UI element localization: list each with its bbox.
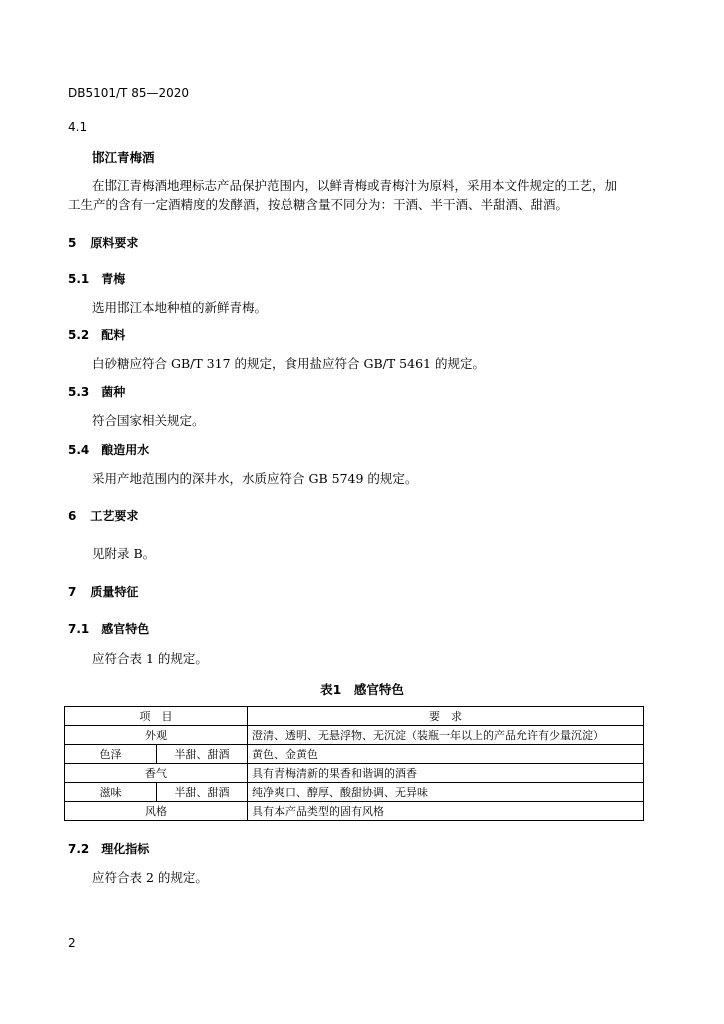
row-aroma-item: 香气 bbox=[65, 764, 248, 783]
row-color-item: 色泽 bbox=[65, 745, 157, 764]
clause-5-4-text: 采用产地范围内的深井水，水质应符合 GB 5749 的规定。 bbox=[92, 471, 418, 486]
table-row bbox=[65, 764, 644, 783]
section-5-heading bbox=[68, 234, 138, 251]
clause-4-1-number: 4.1 bbox=[68, 120, 88, 134]
clause-7-1-title: 感官特色 bbox=[101, 622, 150, 636]
clause-4-1-definition-line-1: 在邯江青梅酒地理标志产品保护范围内，以鲜青梅或青梅汁为原料，采用本文件规定的工艺，加 bbox=[92, 178, 618, 193]
table-header-row bbox=[65, 707, 644, 726]
clause-7-2-number: 7.2 bbox=[68, 842, 90, 856]
clause-7-1-text: 应符合表 1 的规定。 bbox=[92, 651, 208, 666]
clause-7-2-title: 理化指标 bbox=[101, 842, 150, 856]
clause-5-3-title: 菌种 bbox=[101, 385, 126, 399]
section-6-title: 工艺要求 bbox=[90, 509, 139, 523]
section-6-heading bbox=[68, 507, 138, 524]
table-header-requirement: 要 求 bbox=[248, 707, 644, 726]
table-row bbox=[65, 802, 644, 821]
clause-5-2-number: 5.2 bbox=[68, 328, 90, 342]
clause-7-2-text: 应符合表 2 的规定。 bbox=[92, 870, 208, 885]
clause-5-1-heading bbox=[68, 270, 125, 287]
clause-5-3-heading bbox=[68, 383, 125, 400]
row-appearance-requirement: 澄清、透明、无悬浮物、无沉淀（装瓶一年以上的产品允许有少量沉淀） bbox=[248, 726, 644, 745]
section-5-title: 原料要求 bbox=[90, 236, 139, 250]
page-number: 2 bbox=[68, 936, 76, 950]
row-taste-item: 滋味 bbox=[65, 783, 157, 802]
clause-5-1-number: 5.1 bbox=[68, 272, 90, 286]
section-7-heading bbox=[68, 583, 138, 600]
section-7-title: 质量特征 bbox=[90, 585, 139, 599]
clause-4-1-term: 邯江青梅酒 bbox=[92, 150, 155, 165]
row-aroma-requirement: 具有青梅清新的果香和谐调的酒香 bbox=[248, 764, 644, 783]
clause-7-1-number: 7.1 bbox=[68, 622, 90, 636]
table-1-caption: 表1 感官特色 bbox=[320, 682, 404, 697]
document-code: DB5101/T 85—2020 bbox=[68, 86, 190, 100]
clause-5-2-title: 配料 bbox=[101, 328, 126, 342]
clause-5-4-title: 酿造用水 bbox=[101, 443, 150, 457]
clause-5-2-heading bbox=[68, 326, 125, 343]
section-5-number: 5 bbox=[68, 236, 77, 250]
clause-4-1-definition-line-2: 工生产的含有一定酒精度的发酵酒，按总糖含量不同分为：干酒、半干酒、半甜酒、甜酒。 bbox=[68, 197, 569, 212]
table-1-sensory bbox=[64, 706, 644, 821]
clause-7-2-heading bbox=[68, 840, 149, 857]
row-taste-requirement: 纯净爽口、醇厚、酸甜协调、无异味 bbox=[248, 783, 644, 802]
clause-5-4-heading bbox=[68, 441, 149, 458]
row-style-requirement: 具有本产品类型的固有风格 bbox=[248, 802, 644, 821]
clause-5-2-text: 白砂糖应符合 GB/T 317 的规定，食用盐应符合 GB/T 5461 的规定。 bbox=[92, 356, 485, 371]
section-6-text: 见附录 B。 bbox=[92, 546, 156, 561]
clause-5-4-number: 5.4 bbox=[68, 443, 90, 457]
row-taste-subtype: 半甜、甜酒 bbox=[157, 783, 248, 802]
table-row bbox=[65, 726, 644, 745]
clause-7-1-heading bbox=[68, 620, 149, 637]
row-appearance-item: 外观 bbox=[65, 726, 248, 745]
clause-5-3-number: 5.3 bbox=[68, 385, 90, 399]
clause-5-1-title: 青梅 bbox=[101, 272, 126, 286]
table-row bbox=[65, 745, 644, 764]
table-header-item: 项 目 bbox=[65, 707, 248, 726]
clause-5-3-text: 符合国家相关规定。 bbox=[92, 413, 205, 428]
row-color-requirement: 黄色、金黄色 bbox=[248, 745, 644, 764]
clause-5-1-text: 选用邯江本地种植的新鲜青梅。 bbox=[92, 300, 268, 315]
table-row bbox=[65, 783, 644, 802]
row-style-item: 风格 bbox=[65, 802, 248, 821]
section-7-number: 7 bbox=[68, 585, 77, 599]
row-color-subtype: 半甜、甜酒 bbox=[157, 745, 248, 764]
section-6-number: 6 bbox=[68, 509, 77, 523]
